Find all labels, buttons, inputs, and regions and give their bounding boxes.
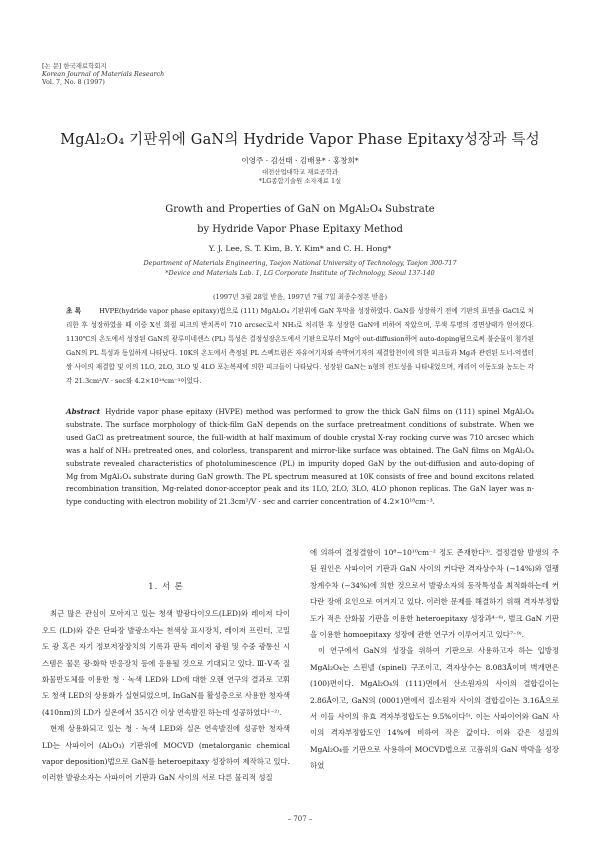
journal-header-line1: [논 문] 한국재료학회지 (42, 62, 107, 70)
title-english-line2: by Hydride Vapor Phase Epitaxy Method (197, 224, 403, 235)
intro-paragraph-1: 최근 많은 관심이 모아지고 있는 청색 발광다이오드(LED)와 레이저 다이오드 (LD)와 같은 단파장 발광소자는 천색상 표시장치, 레이저 프린터, 고밀도 광 혹은 자기 정보저장장치의 기록과 판독 레이저 광원 및 수중 광통신 시스템은 물론 광-화학 반응장치 등에 응용될 것으로 기대되고 있다. Ⅲ-Ⅴ족 질화물반도체를 이용한 청 · 녹색 LED와 LD에 대한 오랜 연구의 결과로 고휘도 청색 LED의 상용화가 실현되었으며, InGaN를 활성층으로 사용한 청자색(410nm)의 LD가 실온에서 35시간 이상 연속발진 하는데 성공하였다¹⁻²⁾. (42, 609, 290, 717)
abstract-korean-label: 초 록 (66, 307, 82, 315)
body-column-right (310, 545, 559, 775)
received-dates: (1997년 3월 28일 받음, 1997년 7월 7일 최종수정본 받음) (212, 293, 388, 301)
title-korean: MgAl₂O₄ 기판위에 GaN의 Hydride Vapor Phase Epitaxy성장과 특성 (60, 132, 540, 148)
title-english (0, 200, 600, 240)
affiliation-en-2: *Device and Materials Lab. 1, LG Corporate Institute of Technology, Seoul 137-140 (165, 269, 435, 277)
abstract-english-label: Abstract (66, 407, 101, 416)
body-column-left (42, 578, 290, 787)
affiliation-en-1: Department of Materials Engineering, Taejon National University of Technology, Taejon 300-717 (143, 259, 457, 267)
section-heading-introduction: 1. 서 론 (148, 581, 184, 591)
authors-english: Y. J. Lee, S. T. Kim, B. Y. Kim* and C. H. Hong* (208, 244, 392, 253)
affiliation-ko-2: *LG종합기술원 소자재료 1실 (258, 177, 342, 185)
abstract-korean-text: HVPE(hydride vapor phase epitaxy)법으로 (111) MgAl₂O₄ 기판위에 GaN 후막을 성장하였다. GaN를 성장하기 전에 기판의 표면을 GaCl로 처리한 후 성장하였을 때 이중 X선 회절 피크의 반치폭이 710 arcsec로서 NH₃로 처리한 후 성장한 GaN에 비하여 작았으며, 무색 투명의 경면상태가 얻어졌다. 1130℃의 온도에서 성장된 GaN의 광루미네센스 (PL) 특성은 결정성장온도에서 기판으로부터 Mg이 out-diffusion하여 auto-doping됨으로써 불순물이 첨가된 GaN의 PL 특성과 동일하게 나타났다. 10K의 온도에서 측정된 PL 스펙트럼은 자유여기자와 속박여기자의 재결합천이에 의한 피크들과 Mg과 관련된 도너-억셉터 쌍 사이의 재결합 및 이의 1LO, 2LO, 3LO 및 4LO 포논복제에 의한 피크들이 나타났다. 성장된 GaN는 n형의 전도성을 나타내었으며, 캐리어 이동도와 농도는 각각 21.3cm²/V · sec와 4.2×10¹⁸cm⁻³이었다. (66, 307, 534, 385)
authors-korean: 이영주 · 김선태 · 김배용* · 홍창희* (241, 156, 359, 165)
abstract-english (66, 406, 534, 509)
intro-paragraph-4: 이 연구에서 GaN의 성장을 위하여 기판으로 사용하고자 하는 입방정 MgAl₂O₄는 스핀넬 (spinel) 구조이고, 격자상수는 8.083Å이며 벽개면은 (100)면이다. MgAl₂O₄의 (111)면에서 산소원자의 사이의 결합길이는 2.86Å이고, GaN의 (0001)면에서 질소원자 사이의 결합길이는 3.16Å으로서 이들 사이의 유효 격자부정합도는 9.5%이다⁵⁾. 이는 사파이어와 GaN 사이의 격자부정합도인 14%에 비하여 작은 값이다. 이와 같은 성질의 MgAl₂O₄를 기판으로 사용하여 MOCVD법으로 고품위의 GaN 박막을 성장하였 (310, 646, 559, 771)
abstract-english-text: Hydride vapor phase epitaxy (HVPE) method was performed to grow the thick GaN films on (111) spinel MgAl₂O₄ substrate. The surface morphology of thick-film GaN depends on the surface pretreatment conditions of substrate. When we used GaCl as pretreatment source, the full-width at half maximum of double crystal X-ray rocking curve was 710 arcsec which was a half of NH₃ pretreated ones, and colorless, transparent and mirror-like surface was obtained. The GaN films on MgAl₂O₄ substrate revealed characteristics of photoluminescence (PL) in impurity doped GaN by the out-diffusion and auto-doping of Mg from MgAl₂O₄ substrate during GaN growth. The PL spectrum measured at 10K consists of free and bound excitons related recombination transition, Mg-related donor-acceptor peak and its 1LO, 2LO, 3LO, 4LO phonon replicas. The GaN layer was n-type conducting with electron mobility of 21.3cm²/V · sec and carrier concentration of 4.2×10¹⁸cm⁻³. (66, 407, 534, 507)
affiliation-ko-1: 대전산업대학교 재료공학과 (261, 168, 339, 176)
affiliations-korean (0, 168, 600, 186)
page-number: – 707 – (287, 815, 313, 823)
journal-header-line3: Vol. 7, No. 8 (1997) (42, 78, 105, 86)
title-english-line1: Growth and Properties of GaN on MgAl₂O₄ Substrate (165, 204, 435, 215)
journal-header-line2: Korean Journal of Materials Research (42, 70, 165, 78)
affiliations-english (0, 258, 600, 278)
intro-paragraph-2: 현재 상용화되고 있는 청 · 녹색 LED와 실온 연속발진에 성공한 청자색 LD는 사파이어 (Al₂O₃) 기판위에 MOCVD (metalorganic chemical vapor deposition)법으로 GaN를 heteroepitaxy 성장하여 제작하고 있다. 이러한 발광소자는 사파이어 기판과 GaN 사이의 서로 다른 물리적 성질 (42, 724, 290, 783)
abstract-korean (66, 304, 534, 388)
journal-header (42, 62, 164, 86)
intro-paragraph-3: 에 의하여 결정결함이 10⁸∼10¹⁰cm⁻² 정도 존재한다³⁾. 결정결함 발생의 주된 원인은 사파이어 기판과 GaN 사이의 커다란 격자상수차 (∼14%)와 열팽창계수차 (∼34%)에 의한 것으로서 발광소자의 동작특성을 최적화하는데 커다란 장애 요인으로 여겨지고 있다. 이러한 문제를 해결하기 위해 격자부정합도가 적은 산화물 기판을 이용한 heteroepitaxy 성장과⁴⁻⁶⁾, 벌크 GaN 기판을 이용한 homoepitaxy 성장에 관한 연구가 이루어지고 있다⁷⁻⁹⁾. (310, 548, 559, 640)
